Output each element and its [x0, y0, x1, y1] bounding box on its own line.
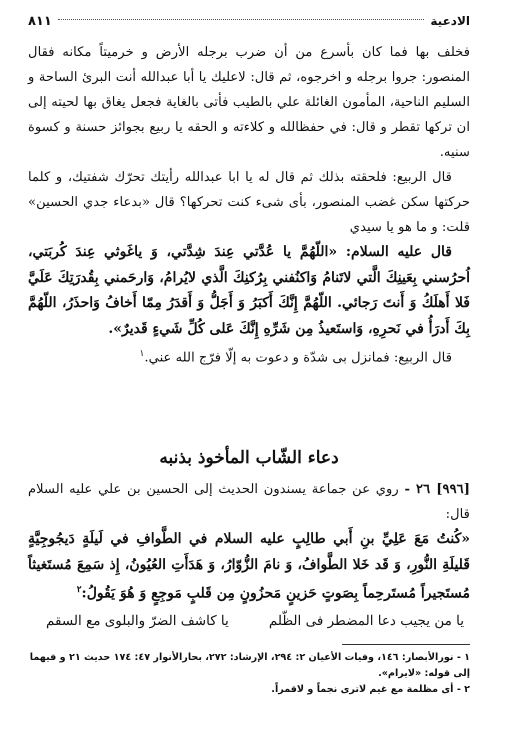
section-body — [28, 478, 470, 634]
footnotes — [28, 650, 470, 698]
paragraph-2: قال الربيع: فلحقته بذلك ثم قال له يا ابا عبدالله رأيتك تحرّك شفتيك، و كلما حركتها سكن غضب المنصور، بأى شىء كنت تحركها؟ قال «بدعاء جدي الحسين» قلت: و ما هو يا سيدي — [28, 170, 470, 235]
hadith-intro — [28, 478, 470, 527]
section-heading: دعاء الشّاب المأخوذ بذنبه — [159, 448, 339, 468]
header-section-title: الادعية — [430, 14, 470, 28]
main-text — [28, 40, 470, 370]
supplication-text: قال عليه السلام: «اللّهُمَّ يا عُدَّتي عِندَ شِدَّتي، وَ ياغَوثي عِندَ كُربَتي، اُحرُسني بِعَينِكَ الَّتي لاتَنامُ وَاكنُفني بِرُكنِكَ الَّذي لايُرامُ، وَارحَمني بِقُدرَتِكَ عَلَيَّ فَلا أَهلَكُ وَ أَنتَ رَجائي. اللّهُمَّ إِنَّكَ أَكبَرُ وَ أَجَلُّ وَ أَقدَرُ مِمّا أَخافُ وَاحذَرُ، اللّهُمَّ بِكَ أَدرَأُ في نَحرِهِ، وَاستَعيذُ مِن شَرِّهِ إِنَّكَ عَلى كُلِّ شَيءٍ قَديرٌ». — [28, 244, 470, 337]
paragraph-1: فخلف بها فما كان بأسرع من أن ضرب برجله الأرض و خرميتاً مكانه فقال المنصور: جروا برجله و اخرجوه، ثم قال: لاعليك يا أبا عبدالله أنت البرئ الساحة و السليم الناحية، المأمون الغائلة علي بالطيب فأتى بالغاية فجعل يغاق بها لحيته إلى ان تركها تقطر و قال: في حفظالله و كلاءته و الحقه يا ربيع بجوائز حسنة و كسوة سنيه. — [28, 45, 470, 160]
verse-first-hemistich: يا من يجيب دعا المضطر فى الظّلم — [268, 613, 464, 630]
paragraph-4-text: قال الربيع: فمانزل بى شدّة و دعوت به إلّا فرّج الله عني. — [144, 350, 452, 366]
footnote-ref-2: ٢ — [76, 585, 82, 595]
hadith-number: [٩٩٦] ٢٦ - — [404, 482, 470, 497]
footnote-1: ١ - نورالأبصار: ١٤٦، وفيات الأعيان ٢: ٢٩٤، الإرشاد: ٢٧٢، بحارالأنوار ٤٧: ١٧٤ حديث ٢١ و فيهما إلى قوله: «لايرام». — [29, 652, 470, 679]
footnote-ref-1: ١ — [139, 349, 145, 359]
hadith-intro-text: روي عن جماعة يسندون الحديث إلى الحسين بن علي عليه السلام قال: — [28, 482, 470, 522]
page-number: ٨١١ — [28, 13, 52, 29]
poetry-verse — [28, 609, 470, 634]
header-dotted-leader — [58, 19, 425, 20]
footnote-separator — [342, 644, 470, 645]
verse-second-hemistich: يا كاشف الضرّ والبلوى مع السقم — [46, 613, 229, 630]
footnote-2: ٢ - أى مظلمة مع غيم لاترى نجماً و لاقمراً. — [271, 684, 470, 695]
running-header — [28, 10, 470, 32]
hadith-quote-text: «كُنتُ مَعَ عَلِيِّ بنِ أَبي طالِبٍ عليه السلام في الطَّوافِ في لَيلَةٍ دَيجُوجِيَّةٍ قَليلَةِ النُّورِ، وَ قَد خَلا الطَّوافُ، وَ نامَ الزُّوّارُ، وَ هَدَأَتِ العُيُونُ، إِذ سَمِعَ مُستَغيثاً مُستَجيراً مُستَرحِماً بِصَوتٍ حَزينٍ مَحزُونٍ مِن قَلبٍ مَوجِعٍ وَ هُوَ يَقُولُ: — [28, 531, 470, 602]
paragraph-4 — [28, 342, 470, 370]
hadith-quote — [28, 527, 470, 607]
